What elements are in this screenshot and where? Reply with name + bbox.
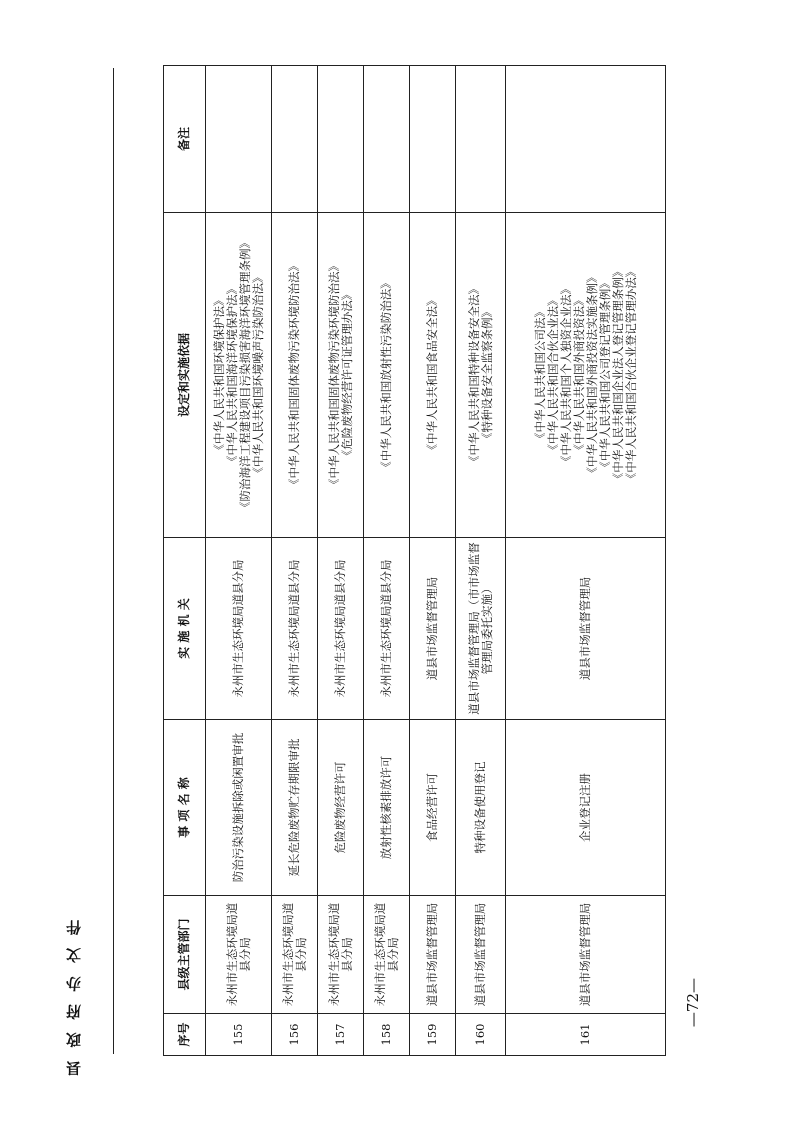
cell-item: 延长危险废物贮存期限审批 [272, 720, 318, 896]
cell-dept: 永州市生态环境局道县分局 [206, 896, 272, 1014]
basis-line: 《防治海洋工程建设项目污染损害海洋环境管理条例》 [237, 237, 252, 513]
column-header-note: 备注 [164, 66, 206, 213]
cell-item: 企业登记注册 [506, 720, 666, 896]
basis-line: 《中华人民共和国个人独资企业法》 [558, 283, 573, 467]
table-row [364, 66, 410, 1056]
table-header-row [164, 66, 206, 1056]
cell-agency: 永州市生态环境局道县分局 [364, 538, 410, 720]
basis-line: 《中华人民共和国固体废物污染环境防治法》 [326, 260, 341, 490]
cell-no: 159 [410, 1014, 456, 1056]
cell-agency: 永州市生态环境局道县分局 [206, 538, 272, 720]
cell-agency: 道县市场监督管理局 [506, 538, 666, 720]
basis-line: 《中华人民共和国外商投资法实施条例》 [584, 271, 599, 479]
cell-agency: 道县市场监督管理局 [410, 538, 456, 720]
cell-basis [506, 213, 666, 538]
basis-line: 《中华人民共和国环境噪声污染防治法》 [250, 271, 265, 479]
cell-basis [456, 213, 506, 538]
basis-line: 《危险废物经营许可证管理办法》 [339, 288, 354, 462]
basis-line: 《中华人民共和国合伙企业登记管理办法》 [623, 265, 638, 485]
basis-line: 《中华人民共和国企业法人登记管理条例》 [610, 265, 625, 485]
table-row [272, 66, 318, 1056]
basis-line: 《中华人民共和国食品安全法》 [425, 294, 439, 456]
table-row [506, 66, 666, 1056]
document-header-title: 县 政 府 办 文 件 [65, 916, 83, 1077]
cell-note [456, 66, 506, 213]
cell-item: 特种设备使用登记 [456, 720, 506, 896]
cell-item: 防治污染设施拆除或闲置审批 [206, 720, 272, 896]
basis-line: 《中华人民共和国外商投资法》 [571, 294, 586, 456]
cell-no: 158 [364, 1014, 410, 1056]
basis-line: 《中华人民共和国公司登记管理条例》 [597, 277, 612, 473]
column-header-agency: 实 施 机 关 [164, 538, 206, 720]
cell-dept: 永州市生态环境局道县分局 [318, 896, 364, 1014]
cell-basis [410, 213, 456, 538]
cell-basis [206, 213, 272, 538]
basis-line: 《中华人民共和国海洋环境保护法》 [224, 283, 239, 467]
cell-item: 食品经营许可 [410, 720, 456, 896]
cell-note [318, 66, 364, 213]
basis-line: 《特种设备安全监察条例》 [479, 306, 494, 444]
cell-no: 157 [318, 1014, 364, 1056]
cell-no: 161 [506, 1014, 666, 1056]
table-row [318, 66, 364, 1056]
cell-basis [364, 213, 410, 538]
cell-note [506, 66, 666, 213]
column-header-dept: 县级主管部门 [164, 896, 206, 1014]
approval-items-table-container [163, 66, 665, 1056]
approval-items-table [163, 65, 666, 1056]
cell-dept: 永州市生态环境局道县分局 [272, 896, 318, 1014]
cell-note [272, 66, 318, 213]
basis-line: 《中华人民共和国放射性污染防治法》 [379, 277, 393, 473]
basis-line: 《中华人民共和国固体废物污染环境防治法》 [287, 260, 301, 490]
basis-line: 《中华人民共和国特种设备安全法》 [466, 283, 481, 467]
basis-line: 《中华人民共和国合伙企业法》 [545, 294, 560, 456]
table-row [456, 66, 506, 1056]
header-divider-line [113, 68, 114, 1054]
cell-dept: 道县市场监督管理局 [456, 896, 506, 1014]
basis-line: 《中华人民共和国公司法》 [532, 306, 547, 444]
basis-line: 《中华人民共和国环境保护法》 [211, 294, 226, 456]
cell-note [364, 66, 410, 213]
cell-basis [272, 213, 318, 538]
column-header-no: 序号 [164, 1014, 206, 1056]
column-header-basis: 设定和实施依据 [164, 213, 206, 538]
cell-agency: 道县市场监督管理局（市市场监督管理局委托实施） [456, 538, 506, 720]
cell-agency: 永州市生态环境局道县分局 [318, 538, 364, 720]
cell-note [410, 66, 456, 213]
cell-basis [318, 213, 364, 538]
cell-agency: 永州市生态环境局道县分局 [272, 538, 318, 720]
page-number: —72— [684, 978, 702, 1028]
table-row [410, 66, 456, 1056]
cell-dept: 永州市生态环境局道县分局 [364, 896, 410, 1014]
cell-item: 危险废物经营许可 [318, 720, 364, 896]
cell-no: 155 [206, 1014, 272, 1056]
cell-item: 放射性核素排放许可 [364, 720, 410, 896]
cell-note [206, 66, 272, 213]
cell-no: 156 [272, 1014, 318, 1056]
cell-no: 160 [456, 1014, 506, 1056]
cell-dept: 道县市场监督管理局 [506, 896, 666, 1014]
table-row [206, 66, 272, 1056]
cell-dept: 道县市场监督管理局 [410, 896, 456, 1014]
column-header-item: 事 项 名 称 [164, 720, 206, 896]
